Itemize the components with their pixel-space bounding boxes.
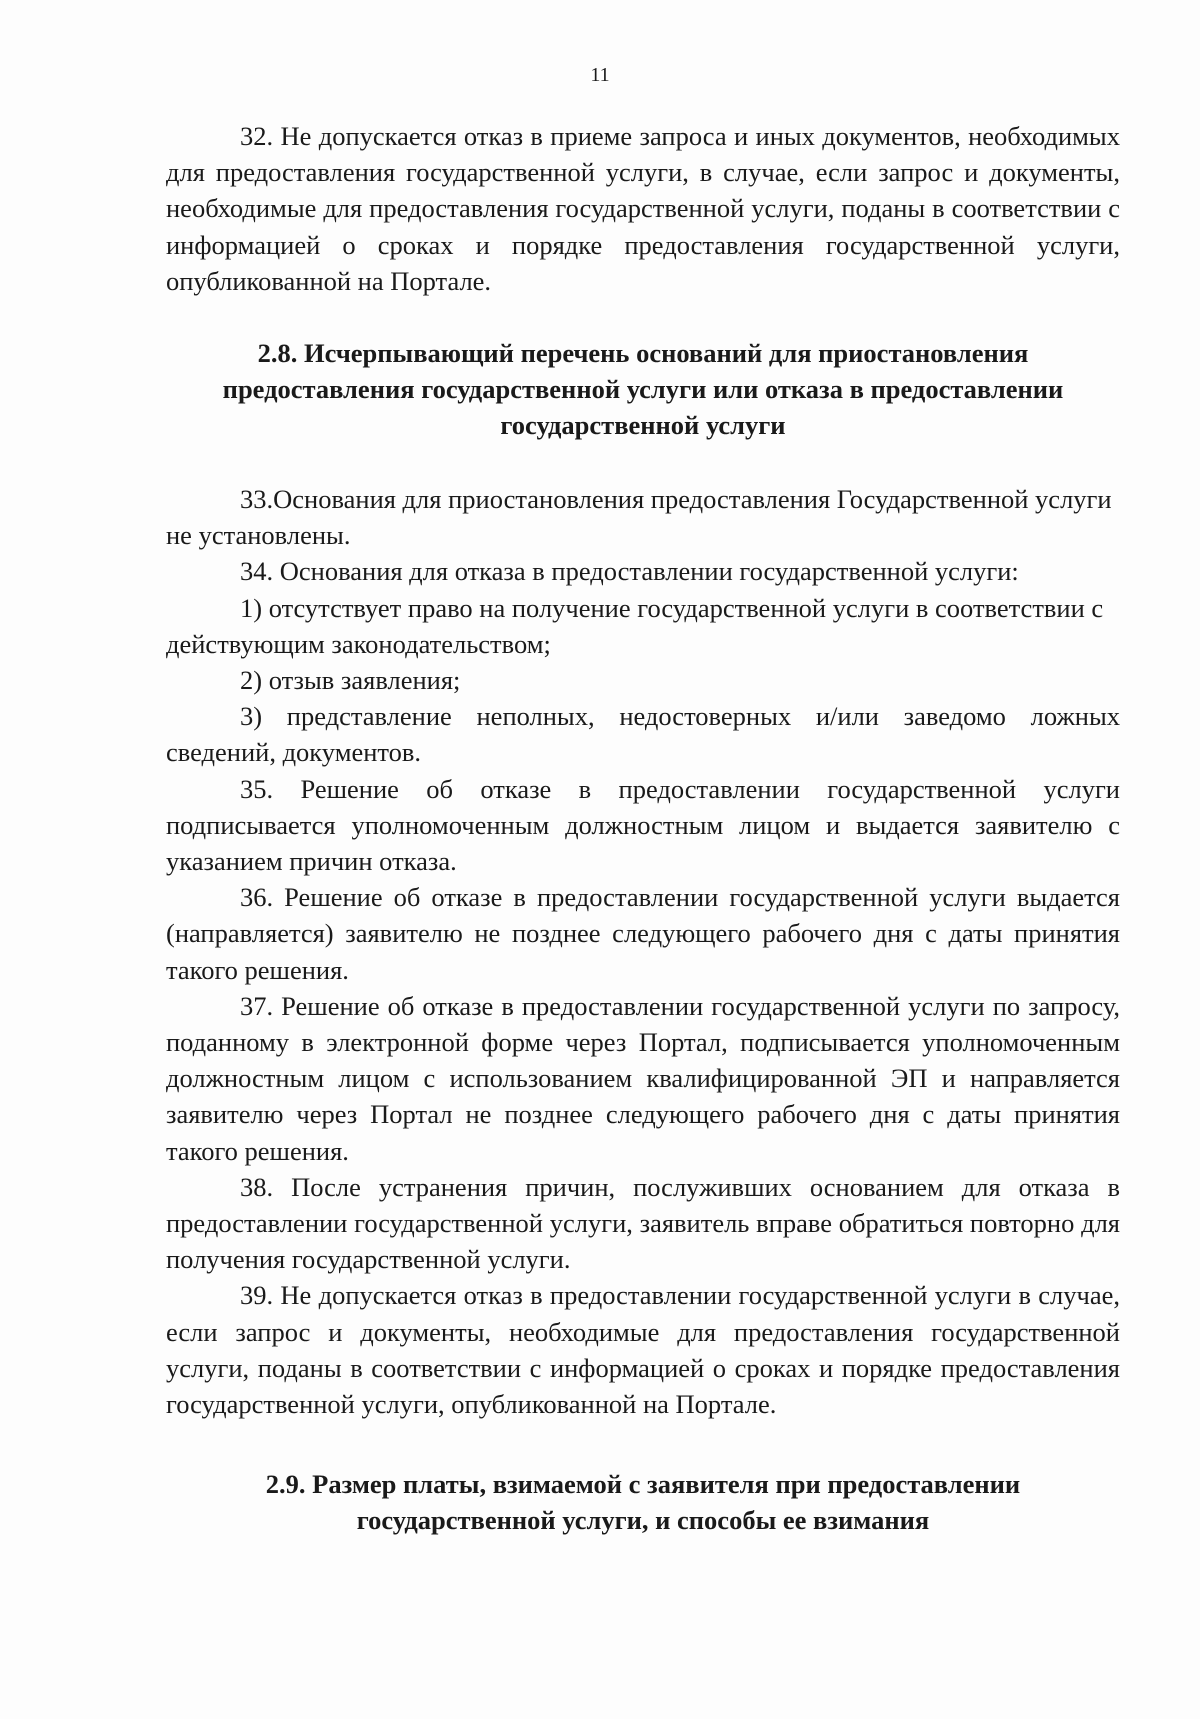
paragraph-35: 35. Решение об отказе в предоставлении государственной услуги подписывается уполномоченным должностным лицом и выдается заявителю с указанием причин отказа. [166, 773, 1120, 877]
paragraph-34-item-2: 2) отзыв заявления; [240, 665, 461, 696]
paragraph-32: 32. Не допускается отказ в приеме запроса и иных документов, необходимых для предоставления государственной услуги, в случае, если запрос и документы, необходимые для предоставления государственной услуги, поданы в соответствии с информацией о сроках и порядке предоставления государственной услуги, опубликованной на Портале. [166, 121, 1120, 296]
heading-line: 2.9. Размер платы, взимаемой с заявителя при предоставлении [265, 1469, 1021, 1500]
spacer [166, 443, 1120, 481]
paragraph-36: 36. Решение об отказе в предоставлении государственной услуги выдается (направляется) заявителю не позднее следующего рабочего дня с даты принятия такого решения. [166, 882, 1120, 985]
paragraph-37: 37. Решение об отказе в предоставлении государственной услуги по запросу, поданному в электронной форме через Портал, подписывается уполномоченным должностным лицом с использованием квалифицированной ЭП и направляется заявителю через Портал не позднее следующего рабочего дня с даты принятия такого решения. [166, 990, 1120, 1166]
heading-line: государственной услуги, и способы ее взимания [356, 1505, 930, 1536]
heading-line: предоставления государственной услуги или отказа в предоставлении [222, 374, 1064, 405]
section-heading-2-8 [166, 335, 1120, 443]
heading-line: государственной услуги [500, 410, 786, 441]
page-number: 11 [590, 64, 610, 86]
paragraph-33: 33.Основания для приостановления предоставления Государственной услуги не установлены. [166, 484, 1112, 551]
paragraph-34: 34. Основания для отказа в предоставлении государственной услуги: [240, 556, 1019, 587]
paragraph-39: 39. Не допускается отказ в предоставлении государственной услуги в случае, если запрос и документы, необходимые для предоставления государственной услуги, поданы в соответствии с информацией о сроках и порядке предоставления государственной услуги, опубликованной на Портале. [166, 1280, 1120, 1420]
paragraph-34-item-3: 3) представление неполных, недостоверных и/или заведомо ложных сведений, документов. [166, 701, 1120, 768]
spacer [166, 1422, 1120, 1466]
document-body [166, 118, 1120, 1538]
heading-line: 2.8. Исчерпывающий перечень оснований для приостановления [257, 338, 1029, 369]
paragraph-34-item-1: 1) отсутствует право на получение государственной услуги в соответствии с действующим законодательством; [166, 592, 1104, 659]
paragraph-38: 38. После устранения причин, послуживших основанием для отказа в предоставлении государственной услуги, заявитель вправе обратиться повторно для получения государственной услуги. [166, 1171, 1120, 1275]
section-heading-2-9 [166, 1466, 1120, 1538]
spacer [166, 299, 1120, 335]
